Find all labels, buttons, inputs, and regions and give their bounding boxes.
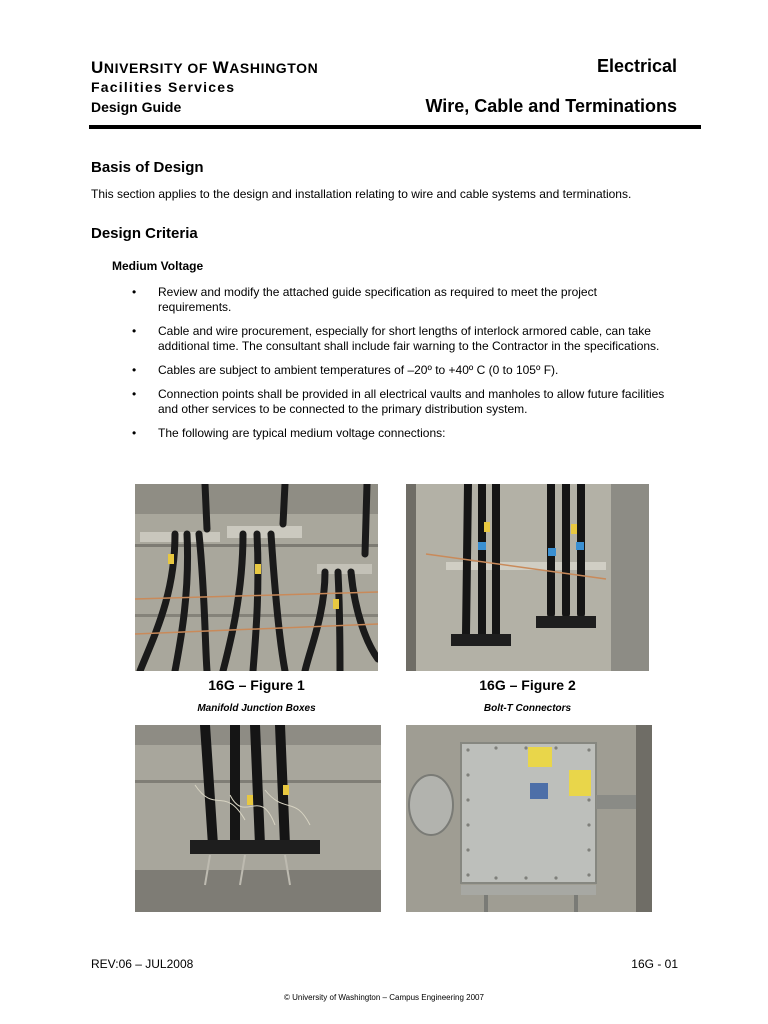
bullet-icon: • (132, 387, 137, 401)
figure-2-title: 16G – Figure 2 (479, 677, 576, 693)
figure-1-caption: Manifold Junction Boxes (197, 703, 316, 714)
photo-manifold-junction-boxes (135, 484, 378, 671)
bullet-item (132, 324, 672, 354)
bullet-text: The following are typical medium voltage connections: (158, 426, 446, 440)
bullet-icon: • (132, 363, 137, 377)
bullet-item (132, 285, 672, 315)
bullet-item (132, 387, 672, 417)
org-name (91, 58, 318, 78)
section-title: Wire, Cable and Terminations (425, 96, 677, 116)
medium-voltage-heading: Medium Voltage (112, 259, 204, 273)
copyright: © University of Washington – Campus Engineering 2007 (284, 993, 484, 1002)
header-rule (89, 125, 701, 129)
org-name-part-1: NIVERSITY OF (103, 60, 213, 76)
bullet-text: Cables are subject to ambient temperatures of –20º to +40º C (0 to 105º F). (158, 363, 559, 377)
bullet-text: Connection points shall be provided in all electrical vaults and manholes to allow future facilities and other services to be connected to the primary distribution system. (158, 387, 665, 416)
bullet-icon: • (132, 426, 137, 440)
department: Facilities Services (91, 79, 236, 95)
basis-text: This section applies to the design and installation relating to wire and cable systems and terminations. (91, 187, 632, 201)
criteria-heading: Design Criteria (91, 225, 198, 242)
discipline: Electrical (596, 56, 677, 76)
org-initial-w: W (212, 58, 230, 77)
page-number: 16G - 01 (631, 957, 678, 971)
bullet-item (132, 426, 672, 441)
figure-1-title: 16G – Figure 1 (208, 677, 305, 693)
bullet-icon: • (132, 285, 137, 299)
criteria-bullet-list (132, 285, 672, 450)
bullet-icon: • (132, 324, 137, 338)
photo-switch-cabinet (406, 725, 652, 912)
bullet-text: Cable and wire procurement, especially for short lengths of interlock armored cable, can take additional time. The consultant shall include fair warning to the Contractor in the specifications. (158, 324, 660, 353)
photo-manifold-connections (135, 725, 381, 912)
photo-bolt-t-connectors (406, 484, 649, 671)
basis-heading: Basis of Design (91, 159, 204, 176)
revision-label: REV:06 – JUL2008 (91, 957, 194, 971)
bullet-text: Review and modify the attached guide specification as required to meet the project requirements. (158, 285, 597, 314)
figure-2-caption: Bolt-T Connectors (483, 703, 572, 714)
document-type: Design Guide (91, 99, 182, 115)
org-name-part-2: ASHINGTON (229, 60, 319, 76)
bullet-item (132, 363, 672, 378)
org-initial-u: U (91, 58, 104, 77)
